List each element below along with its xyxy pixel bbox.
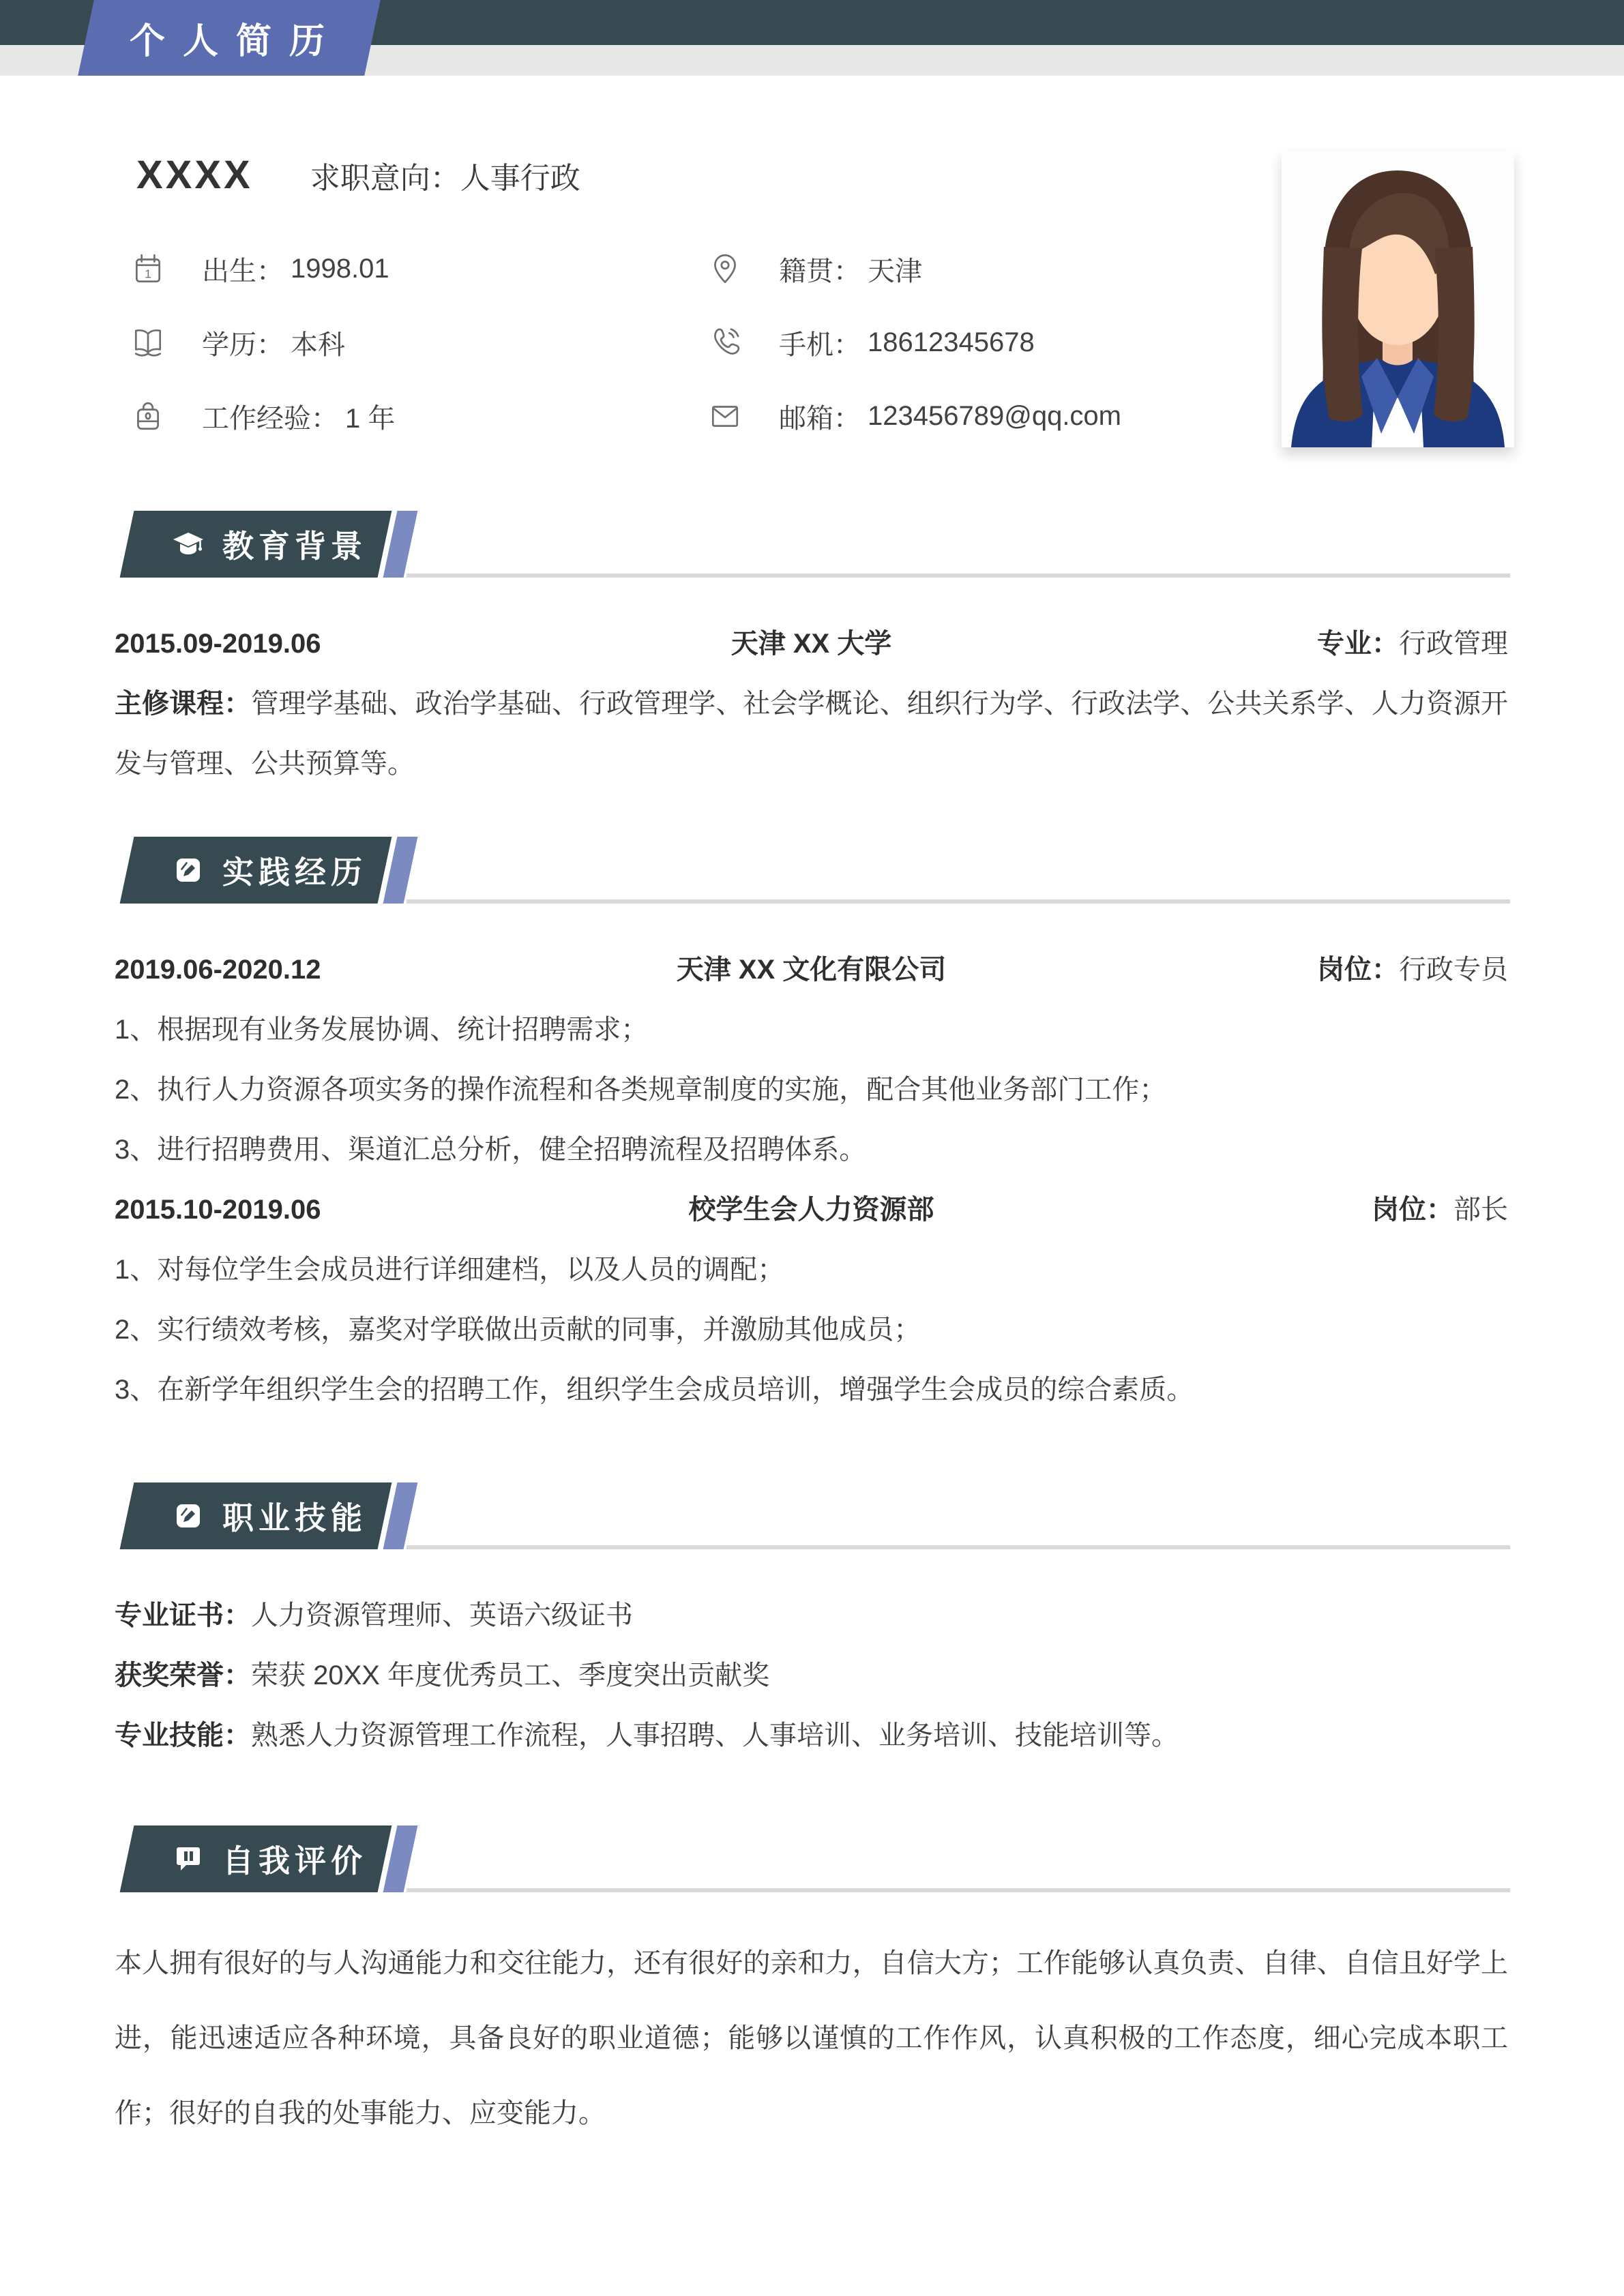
education-content	[115, 614, 1508, 794]
job-period: 2015.10-2019.06	[115, 1195, 321, 1225]
job-row	[115, 1180, 1508, 1240]
section-title: 实践经历	[222, 854, 367, 890]
info-label: 工作经验：	[202, 403, 338, 434]
info-value: 18612345678	[868, 327, 1035, 357]
info-item-phone	[708, 305, 1236, 379]
education-courses: 主修课程：管理学基础、政治学基础、行政管理学、社会学概论、组织行为学、行政法学、公共关系学、人力资源开发与管理、公共预算等。	[115, 689, 1509, 779]
book-icon	[131, 325, 165, 359]
calendar-icon	[131, 252, 165, 286]
education-row	[115, 614, 1508, 674]
education-period: 2015.09-2019.06	[115, 629, 321, 659]
info-label: 手机：	[779, 329, 861, 360]
contact-info-grid	[131, 232, 1236, 453]
section-header-experience	[0, 837, 1624, 904]
header-divider	[407, 899, 1510, 904]
job-bullet: 1、根据现有业务发展协调、统计招聘需求；	[115, 1015, 649, 1045]
info-value: 1 年	[345, 403, 396, 434]
profile-photo	[1282, 151, 1514, 447]
job-position: 岗位：部长	[1372, 1195, 1508, 1225]
education-school: 天津 XX 大学	[730, 629, 892, 659]
avatar-illustration	[1282, 151, 1514, 447]
job-bullet: 2、执行人力资源各项实务的操作流程和各类规章制度的实施，配合其他业务部门工作；	[115, 1075, 1167, 1105]
job-period: 2019.06-2020.12	[115, 955, 321, 985]
info-item-email	[708, 379, 1236, 453]
candidate-name: XXXX	[136, 153, 253, 197]
job-bullet: 2、实行绩效考核，嘉奖对学联做出贡献的同事，并激励其他成员；	[115, 1315, 921, 1345]
info-value: 本科	[291, 329, 345, 360]
job-objective	[310, 153, 580, 197]
phone-icon	[708, 325, 742, 359]
pen-icon	[172, 1500, 205, 1532]
briefcase-icon	[131, 399, 165, 433]
section-header-skills	[0, 1482, 1624, 1549]
info-label: 籍贯：	[779, 256, 861, 286]
evaluation-text: 本人拥有很好的与人沟通能力和交往能力，还有很好的亲和力，自信大方；工作能够认真负责、自律、自信且好学上进，能迅速适应各种环境，具备良好的职业道德；能够以谨慎的工作作风，认真积极的工作态度，细心完成本职工作；很好的自我的处事能力、应变能力。	[115, 1948, 1508, 2128]
info-item-origin	[708, 232, 1236, 305]
info-value: 123456789@qq.com	[868, 400, 1121, 431]
svg-text:1: 1	[145, 267, 151, 281]
job-bullet: 3、在新学年组织学生会的招聘工作，组织学生会成员培训，增强学生会成员的综合素质。	[115, 1375, 1194, 1405]
location-icon	[708, 252, 742, 286]
job-row	[115, 940, 1508, 1000]
header-divider	[407, 1888, 1510, 1892]
job-bullet: 3、进行招聘费用、渠道汇总分析，健全招聘流程及招聘体系。	[115, 1135, 867, 1165]
section-title: 自我评价	[222, 1843, 367, 1879]
section-header-evaluation	[0, 1825, 1624, 1892]
skill-item: 专业技能：熟悉人力资源管理工作流程，人事招聘、人事培训、业务培训、技能培训等。	[115, 1720, 1179, 1750]
page-title: 个人简历	[129, 22, 342, 61]
skills-content	[115, 1585, 1508, 1765]
info-item-education	[131, 305, 708, 379]
pen-icon	[172, 854, 205, 886]
skill-item: 获奖荣誉：荣获 20XX 年度优秀员工、季度突出贡献奖	[115, 1660, 770, 1690]
info-label: 邮箱：	[779, 403, 861, 434]
info-value: 天津	[868, 256, 922, 286]
graduation-cap-icon	[172, 528, 205, 561]
info-item-experience	[131, 379, 708, 453]
info-value: 1998.01	[291, 253, 389, 284]
speech-bubble-icon	[172, 1843, 205, 1875]
mail-icon	[708, 399, 742, 433]
info-label: 出生：	[202, 256, 284, 286]
header-divider	[407, 1545, 1510, 1549]
info-item-birth	[131, 232, 708, 305]
section-title: 职业技能	[222, 1500, 367, 1536]
section-title: 教育背景	[222, 528, 367, 564]
experience-content	[115, 940, 1508, 1420]
job-position: 岗位：行政专员	[1317, 955, 1508, 985]
job-objective-value: 人事行政	[460, 162, 580, 195]
job-bullet: 1、对每位学生会成员进行详细建档，以及人员的调配；	[115, 1255, 785, 1285]
education-major: 专业：行政管理	[1317, 629, 1508, 659]
job-org: 天津 XX 文化有限公司	[676, 955, 947, 985]
info-label: 学历：	[202, 329, 284, 360]
section-header-education	[0, 511, 1624, 578]
job-org: 校学生会人力资源部	[688, 1195, 934, 1225]
top-banner	[0, 0, 1624, 76]
header-divider	[407, 573, 1510, 578]
skill-item: 专业证书：人力资源管理师、英语六级证书	[115, 1600, 633, 1630]
job-objective-label: 求职意向：	[310, 162, 460, 195]
